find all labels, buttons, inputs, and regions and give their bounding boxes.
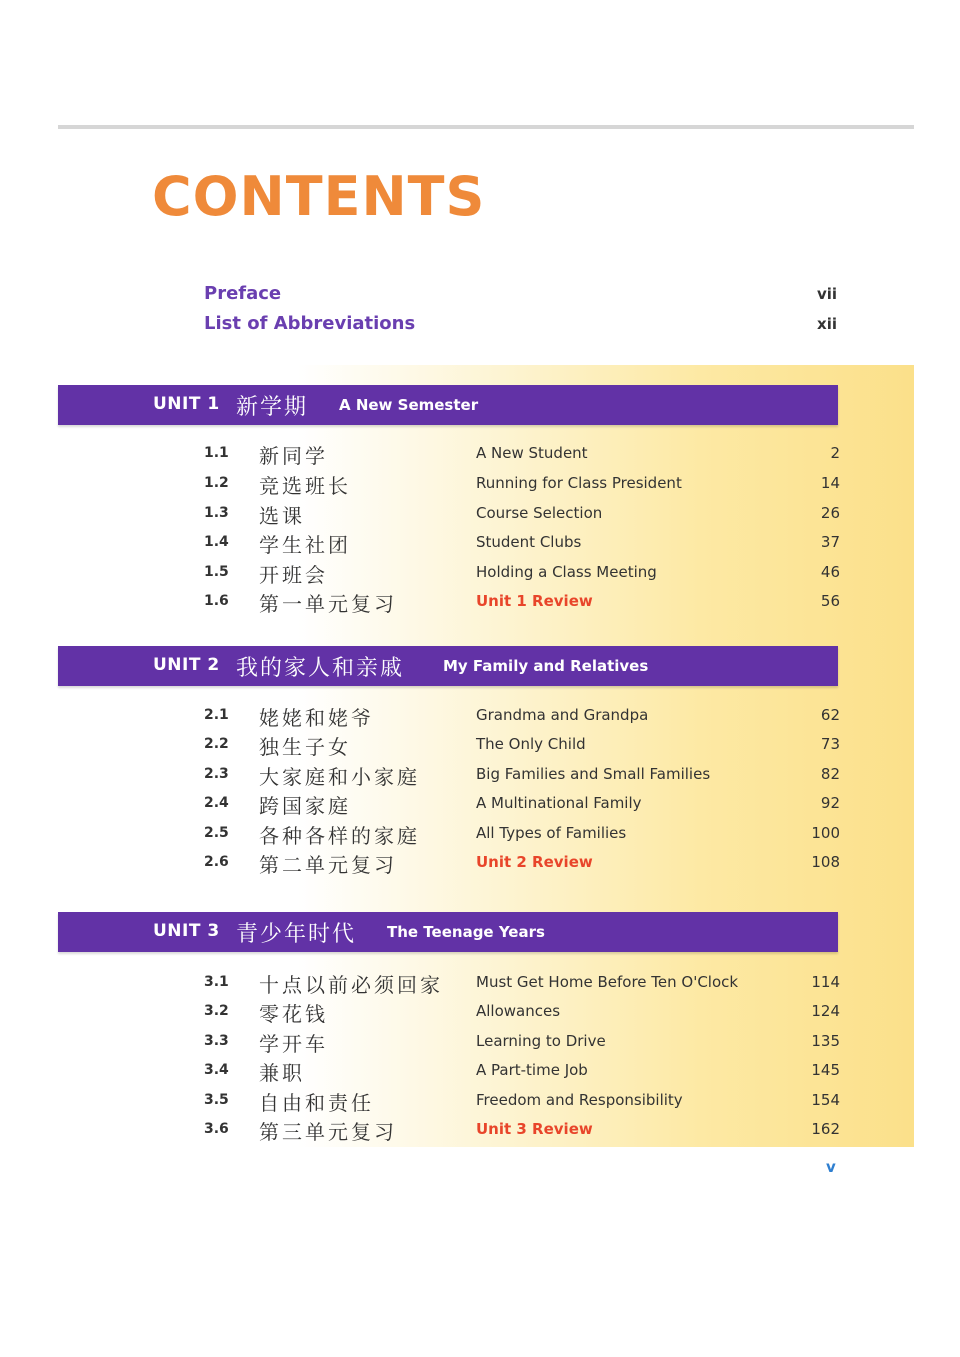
lesson-number: 3.6: [204, 1121, 229, 1137]
lesson-row[interactable]: [0, 969, 960, 997]
lesson-row[interactable]: [0, 500, 960, 528]
front-matter-row-abbreviations[interactable]: [204, 313, 840, 339]
lesson-row[interactable]: [0, 1087, 960, 1115]
lesson-row[interactable]: [0, 761, 960, 789]
lesson-page: 62: [820, 706, 840, 724]
lesson-number: 1.1: [204, 445, 229, 461]
lesson-english-title: Student Clubs: [476, 533, 582, 551]
page-number: v: [826, 1158, 836, 1176]
lesson-chinese-title: 开班会: [259, 563, 328, 587]
page-title: CONTENTS: [152, 165, 486, 228]
lesson-number: 3.4: [204, 1062, 229, 1078]
lesson-english-title: Freedom and Responsibility: [476, 1091, 683, 1109]
lesson-page: 26: [820, 504, 840, 522]
unit-english-title: A New Semester: [339, 396, 479, 414]
lesson-page: 124: [811, 1002, 840, 1020]
front-matter-page: xii: [817, 315, 837, 333]
lesson-row[interactable]: [0, 998, 960, 1026]
lesson-number: 1.2: [204, 475, 229, 491]
lesson-english-title: A Multinational Family: [476, 794, 642, 812]
lesson-chinese-title: 选课: [259, 504, 305, 528]
lesson-page: 114: [811, 973, 840, 991]
unit-label: UNIT 3: [153, 921, 220, 941]
unit-label: UNIT 2: [153, 655, 220, 675]
front-matter-label: List of Abbreviations: [204, 313, 416, 334]
lesson-english-title: Unit 1 Review: [476, 592, 593, 610]
lesson-number: 2.1: [204, 707, 229, 723]
lesson-english-title: Unit 2 Review: [476, 853, 593, 871]
lesson-chinese-title: 零花钱: [259, 1002, 328, 1026]
lesson-page: 145: [811, 1061, 840, 1079]
front-matter-page: vii: [816, 285, 837, 303]
lesson-number: 2.4: [204, 795, 229, 811]
lesson-english-title: Grandma and Grandpa: [476, 706, 649, 724]
lesson-english-title: Learning to Drive: [476, 1032, 606, 1050]
lesson-number: 2.3: [204, 766, 229, 782]
lesson-chinese-title: 自由和责任: [259, 1091, 374, 1115]
lesson-row[interactable]: [0, 790, 960, 818]
lesson-english-title: The Only Child: [476, 735, 586, 753]
lesson-chinese-title: 各种各样的家庭: [259, 824, 420, 848]
lesson-number: 2.6: [204, 854, 229, 870]
unit-chinese-title: 新学期: [236, 395, 309, 420]
lesson-row-review[interactable]: [0, 1116, 960, 1144]
lesson-number: 2.2: [204, 736, 229, 752]
lesson-chinese-title: 兼职: [259, 1061, 305, 1085]
lesson-page: 92: [820, 794, 840, 812]
lesson-chinese-title: 独生子女: [259, 735, 351, 759]
lesson-page: 46: [820, 563, 840, 581]
lesson-english-title: Allowances: [476, 1002, 561, 1020]
lesson-row-review[interactable]: [0, 849, 960, 877]
lesson-page: 82: [820, 765, 840, 783]
lesson-english-title: Holding a Class Meeting: [476, 563, 657, 581]
lesson-chinese-title: 第一单元复习: [259, 592, 397, 616]
lesson-number: 2.5: [204, 825, 229, 841]
lesson-english-title: Course Selection: [476, 504, 603, 522]
lesson-english-title: Must Get Home Before Ten O'Clock: [476, 973, 739, 991]
unit-chinese-title: 我的家人和亲戚: [236, 656, 405, 681]
lesson-number: 3.1: [204, 974, 229, 990]
lesson-row[interactable]: [0, 731, 960, 759]
lesson-row[interactable]: [0, 1028, 960, 1056]
lesson-number: 3.2: [204, 1003, 229, 1019]
unit-header-1: [58, 385, 838, 425]
lesson-page: 14: [820, 474, 840, 492]
lesson-page: 135: [811, 1032, 840, 1050]
lesson-row[interactable]: [0, 470, 960, 498]
lesson-page: 108: [811, 853, 840, 871]
top-divider: [58, 125, 914, 129]
lesson-page: 73: [820, 735, 840, 753]
lesson-english-title: Big Families and Small Families: [476, 765, 711, 783]
lesson-page: 2: [830, 444, 840, 462]
lesson-chinese-title: 学生社团: [259, 533, 351, 557]
lesson-page: 154: [811, 1091, 840, 1109]
lesson-english-title: All Types of Families: [476, 824, 627, 842]
lesson-row[interactable]: [0, 559, 960, 587]
lesson-english-title: Unit 3 Review: [476, 1120, 593, 1138]
lesson-chinese-title: 姥姥和姥爷: [259, 706, 374, 730]
unit-english-title: The Teenage Years: [387, 923, 545, 941]
lesson-english-title: A Part-time Job: [476, 1061, 588, 1079]
lesson-page: 100: [811, 824, 840, 842]
lesson-page: 162: [811, 1120, 840, 1138]
lesson-row-review[interactable]: [0, 588, 960, 616]
lesson-row[interactable]: [0, 440, 960, 468]
lesson-chinese-title: 新同学: [259, 444, 328, 468]
lesson-number: 1.6: [204, 593, 229, 609]
unit-header-3: [58, 912, 838, 952]
lesson-row[interactable]: [0, 820, 960, 848]
lesson-number: 3.5: [204, 1092, 229, 1108]
lesson-page: 37: [820, 533, 840, 551]
lesson-number: 3.3: [204, 1033, 229, 1049]
unit-chinese-title: 青少年时代: [236, 922, 357, 947]
lesson-chinese-title: 竞选班长: [259, 474, 351, 498]
lesson-english-title: Running for Class President: [476, 474, 682, 492]
lesson-chinese-title: 十点以前必须回家: [259, 973, 443, 997]
lesson-number: 1.4: [204, 534, 229, 550]
front-matter-row-preface[interactable]: [204, 283, 840, 309]
lesson-number: 1.3: [204, 505, 229, 521]
lesson-chinese-title: 第二单元复习: [259, 853, 397, 877]
lesson-chinese-title: 学开车: [259, 1032, 328, 1056]
lesson-row[interactable]: [0, 1057, 960, 1085]
lesson-row[interactable]: [0, 702, 960, 730]
unit-label: UNIT 1: [153, 394, 220, 414]
lesson-chinese-title: 跨国家庭: [259, 794, 351, 818]
lesson-chinese-title: 大家庭和小家庭: [259, 765, 420, 789]
front-matter-label: Preface: [204, 283, 282, 304]
lesson-chinese-title: 第三单元复习: [259, 1120, 397, 1144]
lesson-row[interactable]: [0, 529, 960, 557]
lesson-number: 1.5: [204, 564, 229, 580]
unit-header-2: [58, 646, 838, 686]
lesson-english-title: A New Student: [476, 444, 588, 462]
lesson-page: 56: [820, 592, 840, 610]
unit-english-title: My Family and Relatives: [443, 657, 649, 675]
